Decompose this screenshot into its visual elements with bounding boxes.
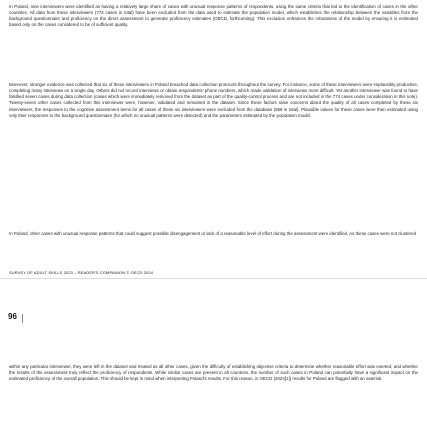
paragraph-protocol-breaches: Moreover, stronger evidence was collected that six of these interviewers in Poland breached data collection protocols throughout the survey. For instance, some of these interviewers were implausibly productive, completing many interviews on a single day. Others did not record interviews or obtain respondents' phone numbers, which made validation of interviews more difficult. Yet another interviewer was found to have falsified seven cases during data collection (cases which were immediately removed from the dataset as part of the quality-control process and are not included in the 774 cases under consideration in this note). Twenty-seven other cases collected from this interviewer were, however, validated and remained in the dataset. Since these factors raise concerns about the quality of all cases completed by these six interviewers, the responses to the cognitive assessment items for all cases of these six interviewers were excluded from the database (559 in total). Plausible values for these cases were then estimated using only their responses to the background questionnaire (for which no unusual patterns were detected) and the parameters estimated by the population model. (9, 82, 418, 118)
paragraph-poland-interviewers: In Poland, nine interviewers were identified as having a relatively large share of cases with unusual response patterns of respondents, using the same criteria that led to the identification of cases in the other countries. All data from these interviewers (774 cases in total) have been excluded from the data used to estimate the population model, which establishes the relationship between the variables from the background questionnaire and proficiency on the direct assessment to generate proficiency estimates (OECD, forthcoming). This exclusion enhances the robustness of the model by ensuring it is estimated based only on the cases considered to be of sufficient quality. (9, 4, 418, 28)
page-number: 96 (8, 312, 17, 321)
page-separator (0, 278, 427, 279)
paragraph-continued: within any particular interviewer, they were left in the dataset and treated as all other cases, given the difficulty of establishing objective criteria to determine whether reasonable effort was exerted, and whether the results of the assessment truly reflect the proficiency of respondents. While similar cases are present in all countries, the number of such cases in Poland can potentially have a significant impact on the estimated proficiency of the overall population. This should be kept in mind when interpreting Poland's results. For this reason, in OECD (2024[1]) results for Poland are flagged with an asterisk. (9, 364, 418, 382)
paragraph-unusual-patterns: In Poland, other cases with unusual response patterns that could suggest possible disengagement or lack of a reasonable level of effort during the assessment were identified. As these cases were not clustered (9, 231, 417, 236)
page-number-divider (22, 314, 23, 323)
page-footer: SURVEY OF ADULT SKILLS 2023 – READER'S COMPANION © OECD 2024 (9, 270, 154, 275)
